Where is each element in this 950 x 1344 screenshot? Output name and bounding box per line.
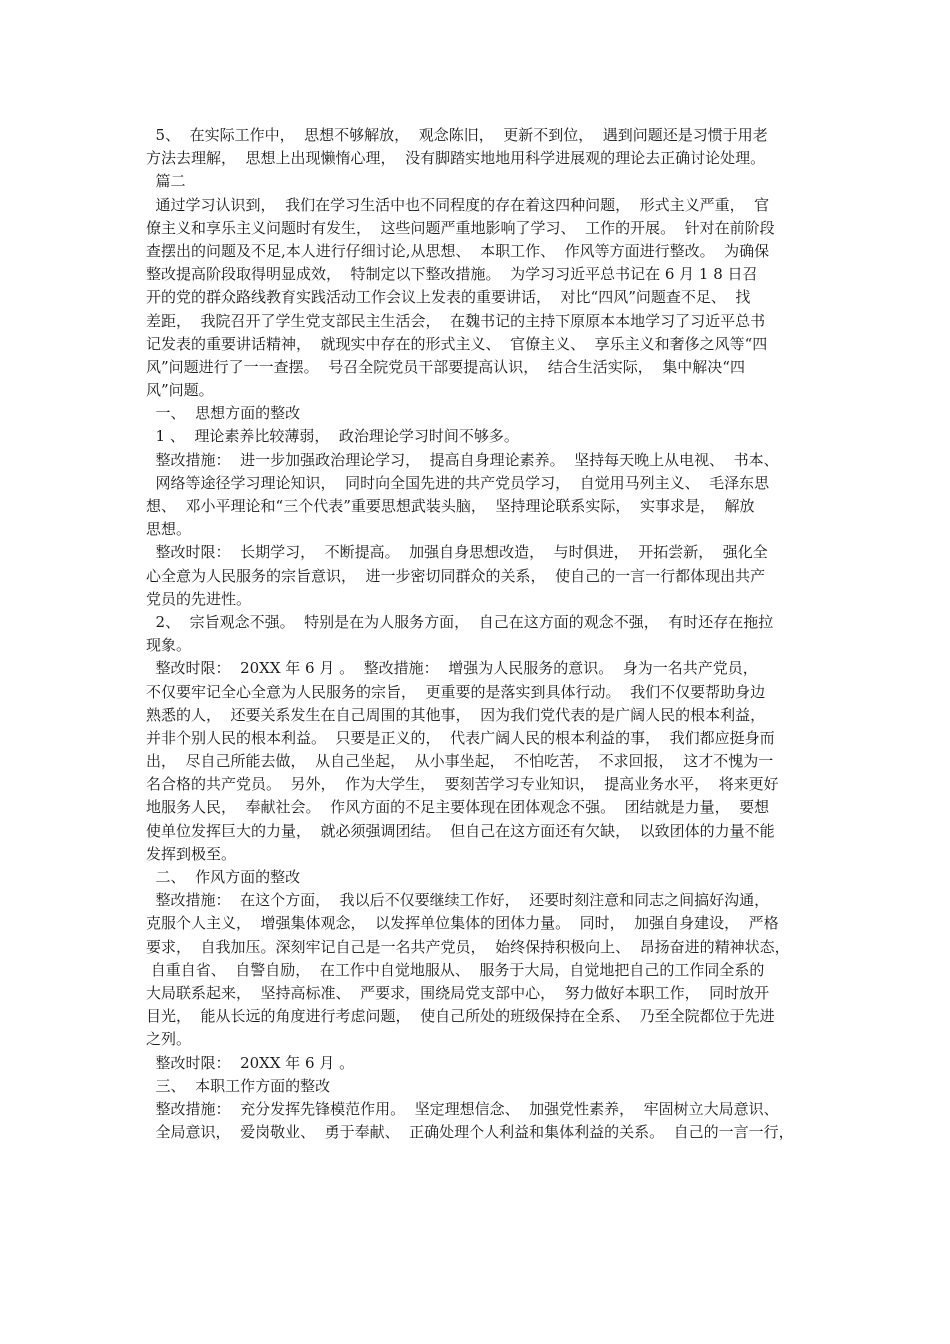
- text-line: 现象。: [146, 636, 192, 655]
- text-line: 目光， 能从长远的角度进行考虑问题， 使自己所处的班级保持在全系、 乃至全院都位于先进: [146, 1007, 775, 1026]
- text-line: 二、 作风方面的整改: [146, 868, 301, 886]
- text-line: 查摆出的问题及不足,本人进行仔细讨论,从思想、 本职工作、 作风等方面进行整改。 为确保: [146, 241, 770, 260]
- text-line: 使单位发挥巨大的力量， 就必须强调团结。 但自己在这方面还有欠缺， 以致团体的力量不能: [146, 821, 775, 840]
- text-line: 思想。: [146, 520, 192, 539]
- text-line: 并非个别人民的根本利益。 只要是正义的， 代表广阔人民的根本利益的事， 我们都应挺身而: [146, 728, 775, 747]
- text-line: 整改时限： 20XX 年 6 月 。 整改措施： 增强为人民服务的意识。 身为一名共产党员，: [146, 659, 758, 678]
- text-line: 方法去理解， 思想上出现懒惰心理， 没有脚踏实地地用科学进展观的理论去正确讨论处理。: [146, 149, 766, 168]
- text-line: 开的党的群众路线教育实践活动工作会议上发表的重要讲话， 对比“四风”问题查不足、 找: [146, 288, 751, 307]
- text-line: 整改提高阶段取得明显成效， 特制定以下整改措施。 为学习习近平总书记在 6 月 1 8 日召: [146, 265, 758, 284]
- text-line: 整改措施： 进一步加强政治理论学习， 提高自身理论素养。 坚持每天晚上从电视、 书本、: [146, 450, 779, 469]
- text-line: 名合格的共产党员。 另外， 作为大学生， 要刻苦学习专业知识， 提高业务水平， 将来更好: [146, 775, 779, 794]
- text-line: 一、 思想方面的整改: [146, 404, 301, 423]
- text-line: 党员的先进性。: [146, 589, 252, 608]
- text-line: 心全意为人民服务的宗旨意识， 进一步密切同群众的关系， 使自己的一言一行都体现出共产: [146, 566, 766, 585]
- document-body: [146, 124, 818, 1144]
- text-line: 自重自省、 自警自励， 在工作中自觉地服从、 服务于大局，自觉地把自己的工作同全系的: [146, 960, 765, 979]
- text-line: 发挥到极至。: [146, 844, 237, 863]
- text-line: 全局意识， 爱岗敬业、 勇于奉献、 正确处理个人利益和集体利益的关系。 自己的一言一行，: [146, 1123, 794, 1142]
- text-line: 三、 本职工作方面的整改: [146, 1076, 331, 1095]
- text-line: 记发表的重要讲话精神， 就现实中存在的形式主义、 官僚主义、 享乐主义和奢侈之风等“四: [146, 334, 768, 353]
- text-line: 风”问题进行了一一查摆。 号召全院党员干部要提高认识， 结合生活实际， 集中解决“四: [146, 357, 745, 376]
- text-line: 整改措施： 充分发挥先锋模范作用。 坚定理想信念、 加强党性素养， 牢固树立大局意识、: [146, 1099, 779, 1118]
- text-line: 差距， 我院召开了学生党支部民主生活会， 在魏书记的主持下原原本本地学习了习近平总书: [146, 311, 766, 330]
- text-line: 想、 邓小平理论和“三个代表”重要思想武装头脑， 坚持理论联系实际， 实事求是， 解放: [146, 497, 755, 515]
- text-line: 要求， 自我加压。深刻牢记自己是一名共产党员， 始终保持积极向上、 昂扬奋进的精神状态，: [146, 937, 790, 956]
- text-line: 5、 在实际工作中， 思想不够解放， 观念陈旧， 更新不到位， 遇到问题还是习惯于用老: [146, 126, 768, 144]
- text-line: 整改时限： 20XX 年 6 月 。: [146, 1053, 355, 1072]
- text-line: 1 、 理论素养比较薄弱， 政治理论学习时间不够多。: [146, 427, 519, 446]
- text-line: 大局联系起来， 坚持高标准、 严要求，围绕局党支部中心， 努力做好本职工作， 同时放开: [146, 983, 770, 1002]
- text-line: 克服个人主义， 增强集体观念， 以发挥单位集体的团体力量。 同时， 加强自身建设， 严格: [146, 914, 779, 933]
- text-line: 2、 宗旨观念不强。 特别是在为人服务方面， 自己在这方面的观念不强， 有时还存在拖拉: [146, 612, 774, 631]
- text-line: 地服务人民， 奉献社会。 作风方面的不足主要体现在团体观念不强。 团结就是力量， 要想: [146, 798, 770, 817]
- text-line: 整改时限： 长期学习， 不断提高。 加强自身思想改造， 与时俱进， 开拓尝新， 强化全: [146, 543, 768, 562]
- text-line: 整改措施： 在这个方面， 我以后不仅要继续工作好， 还要时刻注意和同志之间搞好沟通，: [146, 891, 770, 910]
- text-line: 僚主义和享乐主义问题时有发生， 这些问题严重地影响了学习、 工作的开展。 针对在前阶段: [146, 218, 775, 237]
- text-line: 熟悉的人， 还要关系发生在自己周围的其他事， 因为我们党代表的是广阔人民的根本利益，: [146, 705, 766, 724]
- text-line: 通过学习认识到， 我们在学习生活中也不同程度的存在着这四种问题， 形式主义严重， 官: [146, 195, 770, 214]
- text-line: 不仅要牢记全心全意为人民服务的宗旨， 更重要的是落实到具体行动。 我们不仅要帮助身边: [146, 682, 766, 701]
- text-line: 之列。: [146, 1030, 192, 1049]
- text-line: 出， 尽自己所能去做， 从自己坐起， 从小事坐起， 不怕吃苦， 不求回报， 这才不愧为一: [146, 752, 774, 771]
- text-line: 篇二: [146, 172, 186, 191]
- text-line: 网络等途径学习理论知识， 同时向全国先进的共产党员学习， 自觉用马列主义、 毛泽东思: [146, 473, 770, 492]
- text-line: 风”问题。: [146, 381, 214, 400]
